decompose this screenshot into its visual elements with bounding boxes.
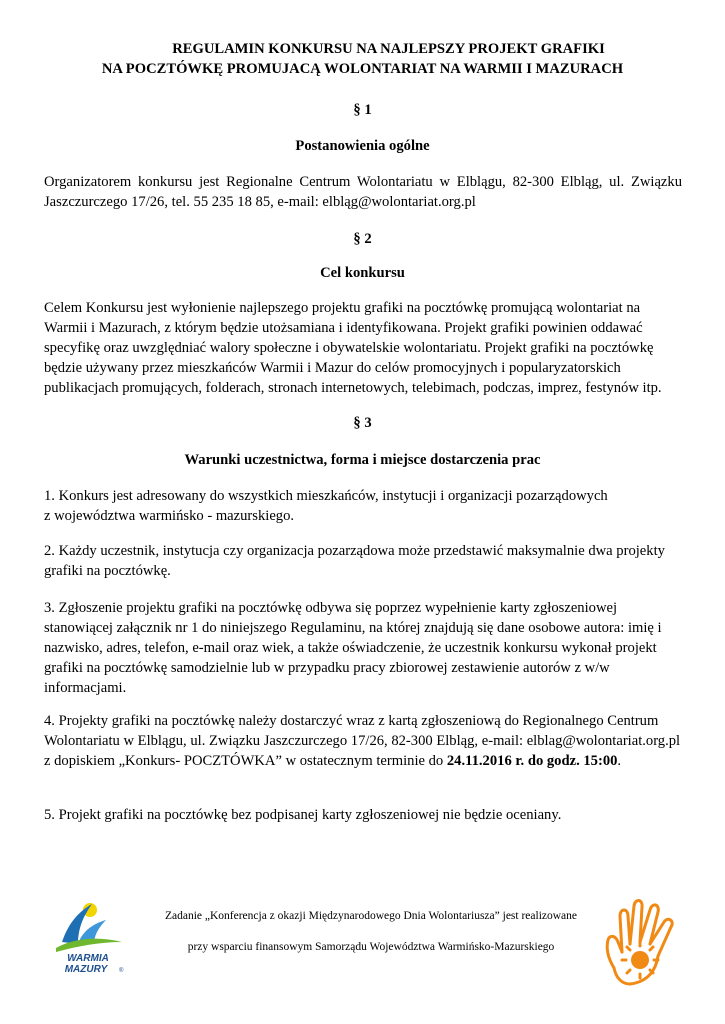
section-2-heading: Cel konkursu: [320, 265, 405, 281]
section-1-heading: Postanowienia ogólne: [295, 138, 430, 154]
point-1-line-1: 1. Konkurs jest adresowany do wszystkich mieszkańców, instytucji i organizacji pozarządowych: [44, 488, 608, 504]
section-3-number: § 3: [353, 415, 372, 431]
section-1-body: Organizatorem konkursu jest Regionalne Centrum Wolontariatu w Elblągu, 82-300 Elbląg, ul. Związku Jaszczurczego 17/26, tel. 55 235 18 85, e-mail: elbląg@wolontariat.org.pl: [44, 174, 682, 210]
section-2-number: § 2: [353, 231, 372, 247]
section-3-point-5: 5. Projekt grafiki na pocztówkę bez podpisanej karty zgłoszeniowej nie będzie oceniany.: [44, 807, 562, 823]
section-3-point-2: 2. Każdy uczestnik, instytucja czy organizacja pozarządowa może przedstawić maksymalnie dwa projekty grafiki na pocztówkę.: [44, 543, 665, 579]
warmia-mazury-logo: [48, 898, 128, 973]
section-3-point-4: [44, 711, 682, 771]
point-4-end: .: [617, 753, 622, 769]
title-line-2: NA POCZTÓWKĘ PROMUJACĄ WOLONTARIAT NA WARMII I MAZURACH: [101, 61, 624, 77]
volunteer-hand-logo: [600, 896, 686, 988]
section-1-number: § 1: [353, 102, 372, 118]
point-4-deadline: 24.11.2016 r. do godz. 15:00: [446, 753, 618, 769]
point-4-text: 4. Projekty grafiki na pocztówkę należy dostarczyć wraz z kartą zgłoszeniową do Regionalnego Centrum Wolontariatu w Elblągu, ul. Związku Jaszczurczego 17/26, 82-300 Elbląg, e-mail: elblag@wolontariat.org.pl z dopiskiem „Konkurs- POCZTÓWKA” w ostatecznym terminie do: [44, 713, 681, 769]
point-1-line-2: z województwa warmińsko - mazurskiego.: [44, 508, 295, 524]
section-3-heading: Warunki uczestnictwa, forma i miejsce dostarczenia prac: [184, 452, 541, 468]
section-3-point-1: [44, 486, 682, 526]
hand-sun-icon: [622, 942, 658, 978]
section-3-point-3: 3. Zgłoszenie projektu grafiki na pocztówkę odbywa się poprzez wypełnienie karty zgłoszeniowej stanowiącej załącznik nr 1 do niniejszego Regulaminu, na której znajdują się dane osobowe autora: imię i nazwisko, adres, telefon, e-mail oraz wiek, a także oświadczenie, że uczestnik konkursu wykonał projekt grafiki na pocztówkę samodzielnie lub w przypadku pracy zbiorowej zestawienie autorów z w/w informacjami.: [44, 600, 662, 696]
logo-text-warmia: WARMIA: [67, 953, 109, 964]
section-2-body: Celem Konkursu jest wyłonienie najlepszego projektu grafiki na pocztówkę promującą wolontariat na Warmii i Mazurach, z którym będzie utożsamiana i identyfikowana. Projekt grafiki powinien oddawać specyfikę oraz uwzględniać walory społeczne i obywatelskie wolontariatu. Projekt grafiki na pocztówkę będzie używany przez mieszkańców Warmii i Mazur do celów promocyjnych i popularyzatorskich publikacjach promujących, folderach, stronach internetowych, telebimach, podczas, imprez, festynów itp.: [44, 300, 662, 396]
footer-line-2: przy wsparciu finansowym Samorządu Województwa Warmińsko-Mazurskiego: [187, 941, 555, 953]
title-line-1: REGULAMIN KONKURSU NA NAJLEPSZY PROJEKT GRAFIKI: [172, 41, 605, 57]
logo-text-mazury: MAZURY: [64, 964, 108, 973]
document-title: [0, 39, 725, 79]
logo-registered-mark: ®: [119, 968, 124, 973]
footer-line-1: Zadanie „Konferencja z okazji Międzynarodowego Dnia Wolontariusza” jest realizowane: [164, 910, 578, 922]
